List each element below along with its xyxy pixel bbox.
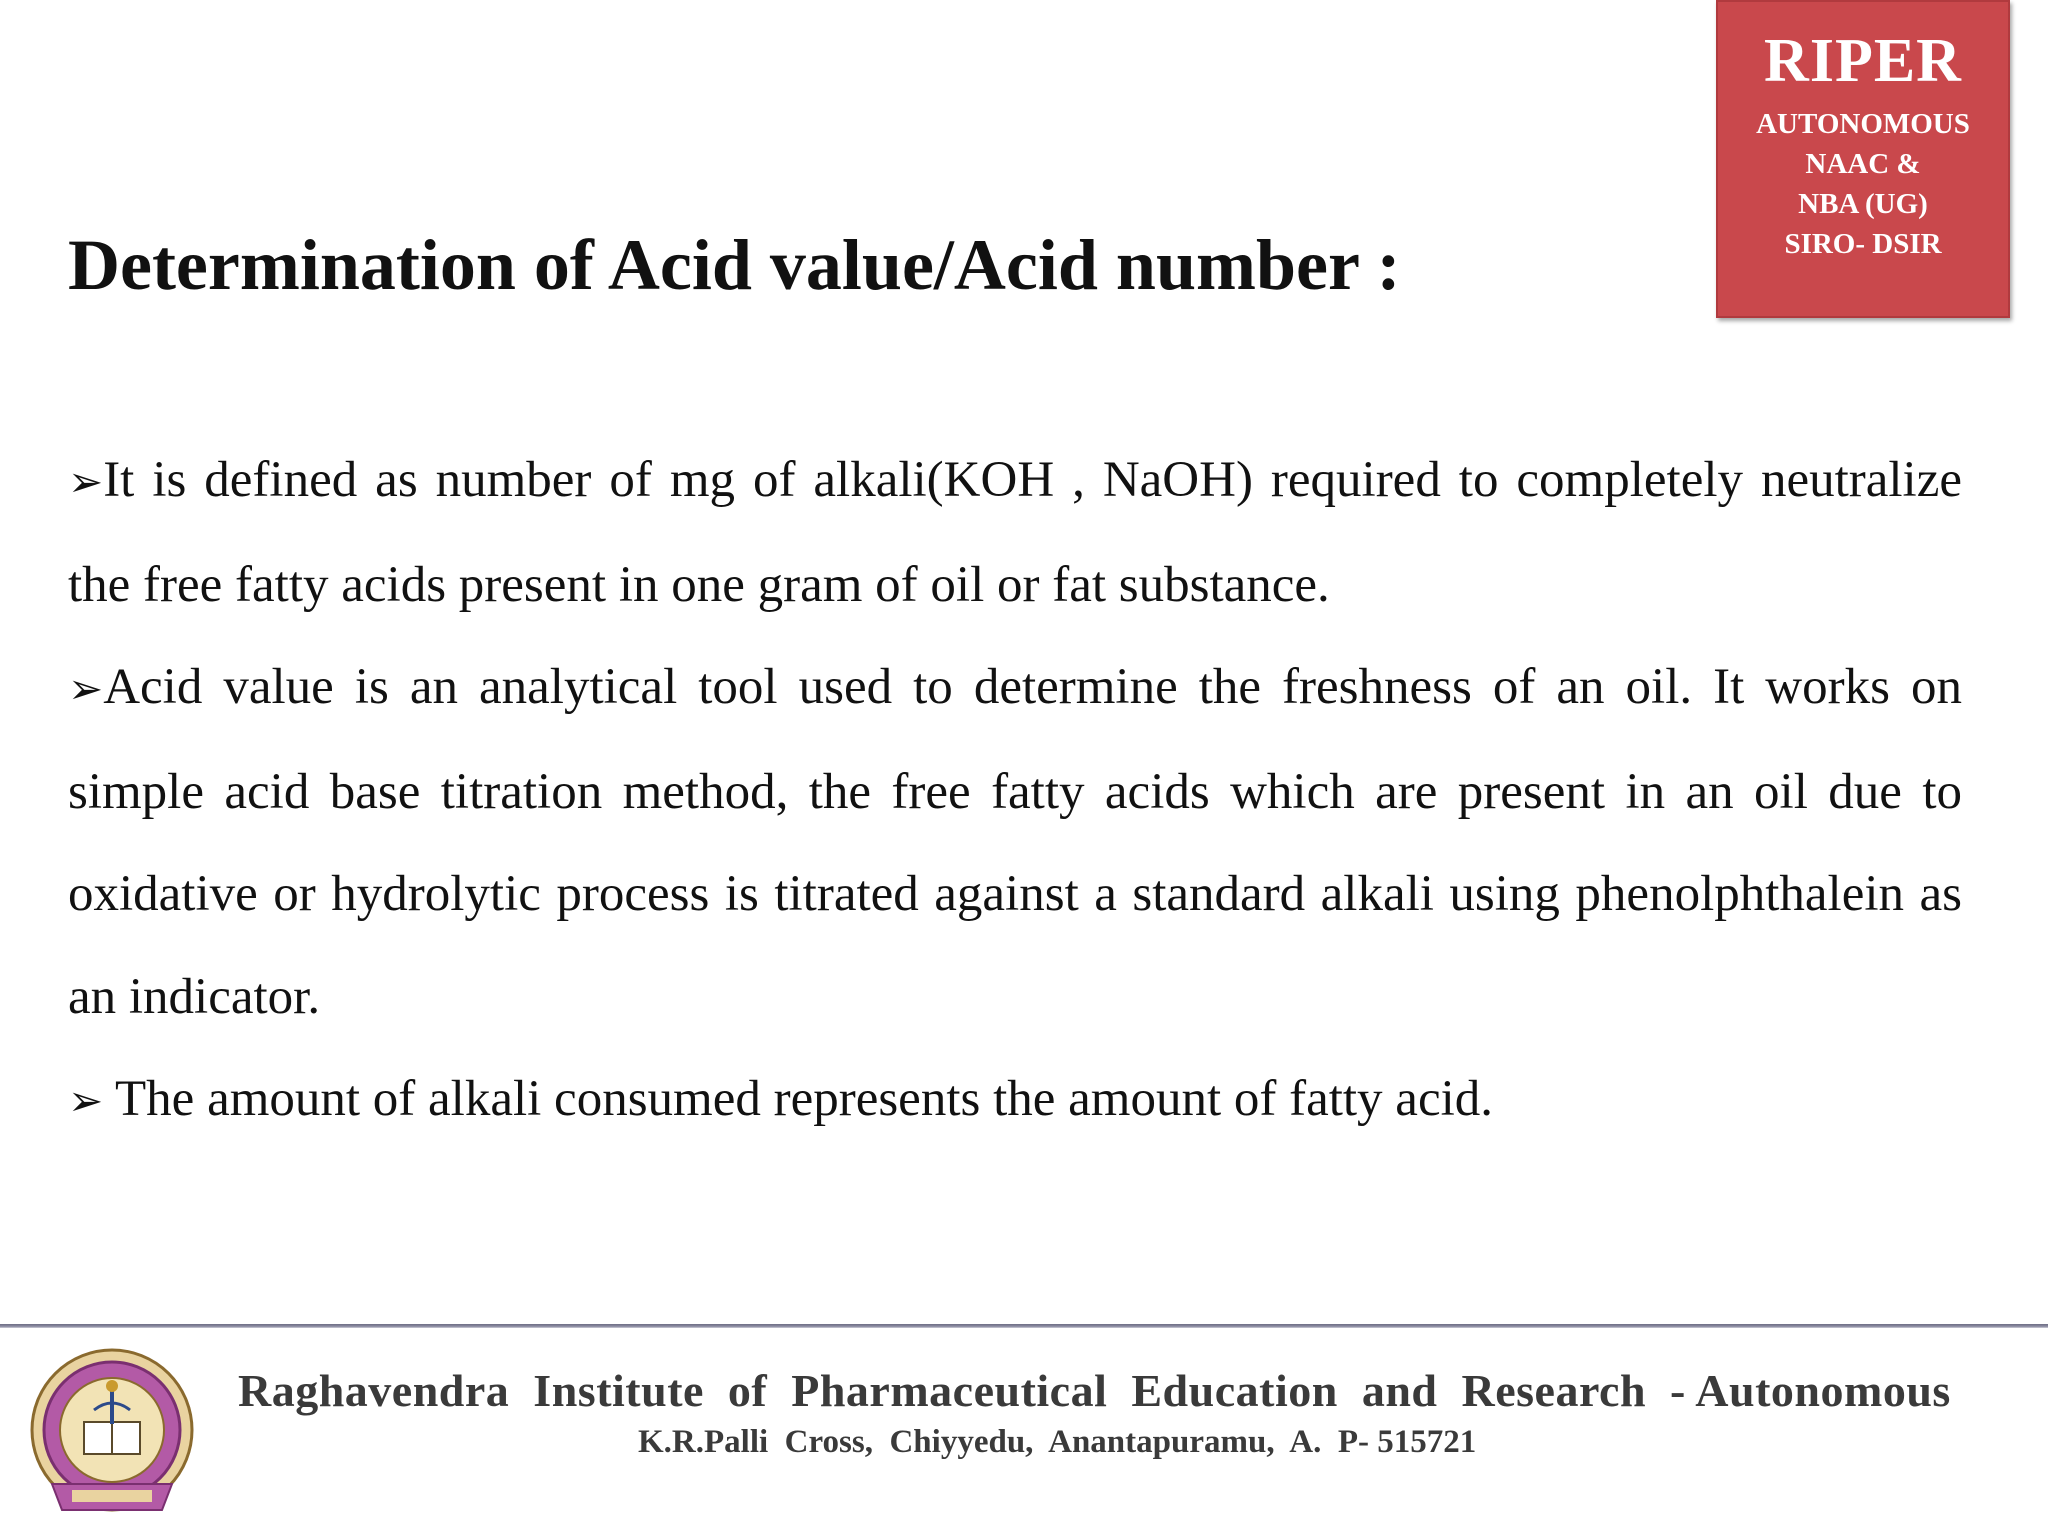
badge-line-autonomous: AUTONOMOUS — [1756, 108, 1970, 140]
riper-badge — [1716, 0, 2010, 318]
bullet-definition — [68, 429, 1962, 636]
institute-address: K.R.Palli Cross, Chiyyedu, Anantapuramu, A. P- 515721 — [638, 1424, 1477, 1460]
arrow-bullet-icon: ➢ — [68, 1076, 104, 1125]
badge-line-naac: NAAC & — [1805, 148, 1921, 180]
bullet-analytical-tool — [68, 636, 1962, 1048]
institute-emblem-icon — [22, 1344, 202, 1524]
footer-divider — [0, 1324, 2048, 1328]
badge-line-nba: NBA (UG) — [1798, 188, 1928, 220]
badge-line-siro: SIRO- DSIR — [1784, 228, 1942, 260]
arrow-bullet-icon: ➢ — [68, 664, 104, 713]
slide-body — [68, 429, 1962, 1153]
bullet-text: Acid value is an analytical tool used to determine the freshness of an oil. It works on simple acid base titration method, the free fatty acids which are present in an oil due to oxidative or hydrolytic process is titrated against a standard alkali using phenolphthalein as an indicator. — [68, 659, 1962, 1025]
arrow-bullet-icon: ➢ — [68, 457, 104, 506]
slide-title: Determination of Acid value/Acid number : — [68, 225, 1401, 305]
bullet-text: The amount of alkali consumed represents the amount of fatty acid. — [103, 1071, 1494, 1127]
bullet-text: It is defined as number of mg of alkali(KOH , NaOH) required to completely neutralize the free fatty acids present in one gram of oil or fat substance. — [68, 452, 1962, 613]
badge-title: RIPER — [1764, 27, 1962, 95]
bullet-alkali-consumed — [68, 1048, 1962, 1153]
institute-name: Raghavendra Institute of Pharmaceutical Education and Research - Autonomous — [238, 1365, 1951, 1416]
